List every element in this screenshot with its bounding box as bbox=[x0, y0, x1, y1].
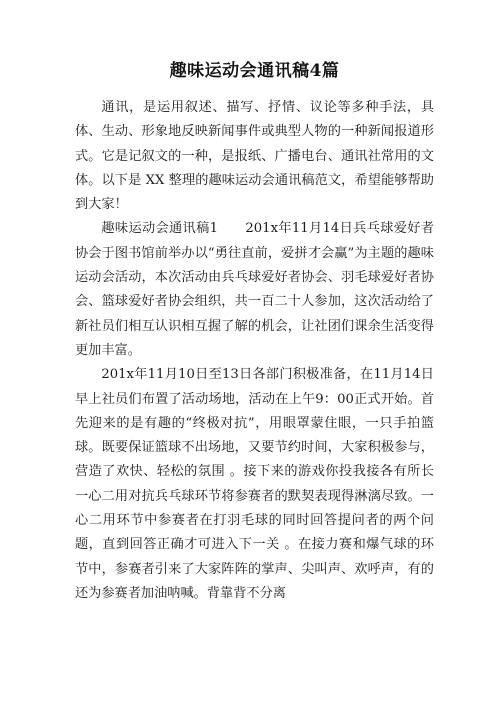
document-title: 趣味运动会通讯稿4篇 bbox=[169, 61, 340, 81]
intro-paragraph: 通讯，是运用叙述、描写、抒情、议论等多种手法，具体、生动、形象地反映新闻事件或典型人物的一种新闻报道形式。它是记叙文的一种，是报纸、广播电台、通讯社常用的文体。以下是 XX 整理的趣味运动会通讯稿范文，希望能够帮助到大家！ bbox=[75, 100, 434, 213]
article-1-paragraph: 趣味运动会通讯稿1 201x年11月14日兵乓球爱好者协会于图书馆前举办以“勇往直前，爱拼才会赢”为主题的趣味运动会活动，本次活动由兵乓球爱好者协会、羽毛球爱好者协会、篮球爱好者协会组织，共一百二十人参加，这次活动给了新社员们相互认识相互握了解的机会，让社团们课余生活变得更加丰富。 bbox=[75, 221, 434, 358]
article-1-body-paragraph: 201x年11月10日至13日各部门积极准备，在11月14日早上社员们布置了活动场地，活动在上午9：00正式开始。首先迎来的是有趣的“终极对抗”，用眼罩蒙住眼，一只手拍篮球。既要保证篮球不出场地，又要节约时间，大家积极参与，营造了欢快、轻松的氛围 。接下来的游戏你投我接各有所长一心二用对抗兵乓球环节将参赛者的默契表现得淋漓尽致。一心二用环节中参赛者在打羽毛球的同时回答提问者的两个问题，直到回答正确才可进入下一关 。在接力赛和爆气球的环节中，参赛者引来了大家阵阵的掌声、尖叫声、欢呼声，有的还为参赛者加油呐喊。背靠背不分离 bbox=[75, 367, 434, 601]
